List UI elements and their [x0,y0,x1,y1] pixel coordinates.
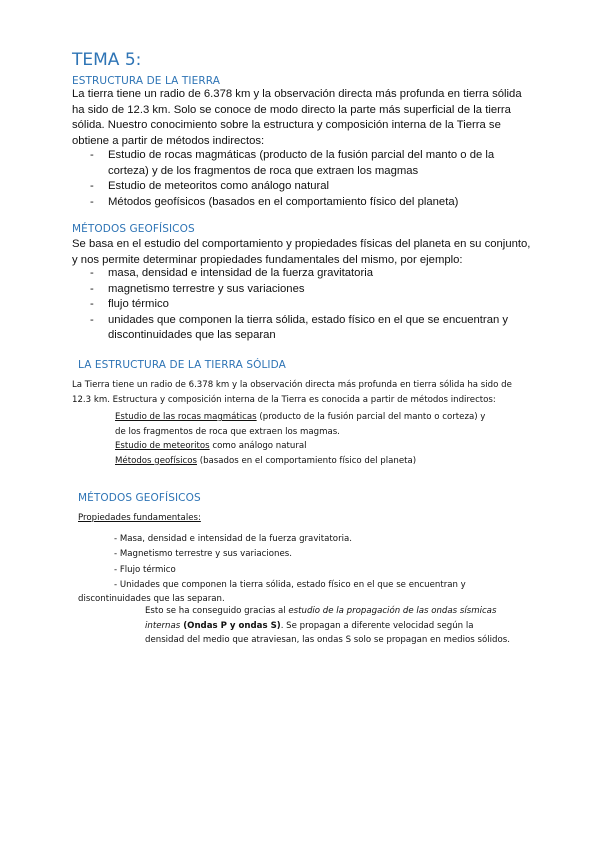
note-paragraph: Esto se ha conseguido gracias al estudio de la propagación de las ondas sísmicas internas (Ondas P y ondas S). Se propagan a diferente velocidad según la densidad del medio que atraviesan, las ondas S solo se propagan en medios sólidos. [145,606,510,646]
list-item: - magnetismo terrestre y sus variaciones [90,282,305,295]
list-item: Métodos geofísicos (basados en el comportamiento físico del planeta) [115,455,417,466]
list-item: de los fragmentos de roca que extraen los magmas. [115,426,340,437]
page-title: TEMA 5: [72,50,142,70]
list-item-cont: discontinuidades que las separan. [78,594,225,604]
section-heading-estructura: ESTRUCTURA DE LA TIERRA [72,75,220,87]
method-list [90,148,520,210]
section-heading-tierra-solida: LA ESTRUCTURA DE LA TIERRA SÓLIDA [78,359,286,371]
list-item: - Flujo térmico [114,565,176,575]
method-list-2 [115,410,535,468]
section-paragraph: La tierra tiene un radio de 6.378 km y la observación directa más profunda en tierra sólida ha sido de 12.3 km. Solo se conoce de modo directo la parte más superficial de la tierra sólida. Nuestro conocimiento sobre la estructura y composición interna de la Tierra se obtiene a partir de métodos indirectos: [72,88,522,147]
list-item: - unidades que componen la tierra sólida, estado físico en el que se encuentran y discontinuidades que las separan [90,313,509,341]
section-paragraph: La Tierra tiene un radio de 6.378 km y la observación directa más profunda en tierra sólida ha sido de 12.3 km. Estructura y composición interna de la Tierra es conocida a partir de métodos indirectos: [72,380,512,405]
list-item: - flujo térmico [90,298,169,310]
section-heading-metodos: MÉTODOS GEOFÍSICOS [72,223,195,235]
list-item: - Masa, densidad e intensidad de la fuerza gravitatoria. [114,534,352,544]
list-item: - Estudio de meteoritos como análogo natural [90,180,330,192]
list-item: - Métodos geofísicos (basados en el comportamiento físico del planeta) [90,195,459,208]
property-list [90,266,520,344]
section-paragraph: Se basa en el estudio del comportamiento y propiedades físicas del planeta en su conjunto, y nos permite determinar propiedades fundamentales del mismo, por ejemplo: [72,238,531,266]
list-item: Estudio de las rocas magmáticas (producto de la fusión parcial del manto o corteza) y [115,412,486,422]
list-item: - Estudio de rocas magmáticas (producto de la fusión parcial del manto o de la corteza) y de los fragmentos de roca que extraen los magmas [90,149,495,177]
section-heading-metodos-2: MÉTODOS GEOFÍSICOS [78,492,201,504]
list-item: Estudio de meteoritos como análogo natural [115,441,307,452]
list-item: - masa, densidad e intensidad de la fuerza gravitatoria [90,267,374,279]
list-item: - Magnetismo terrestre y sus variaciones. [114,549,292,559]
subheading: Propiedades fundamentales: [78,513,201,523]
list-item: - Unidades que componen la tierra sólida, estado físico en el que se encuentran y [114,580,466,590]
